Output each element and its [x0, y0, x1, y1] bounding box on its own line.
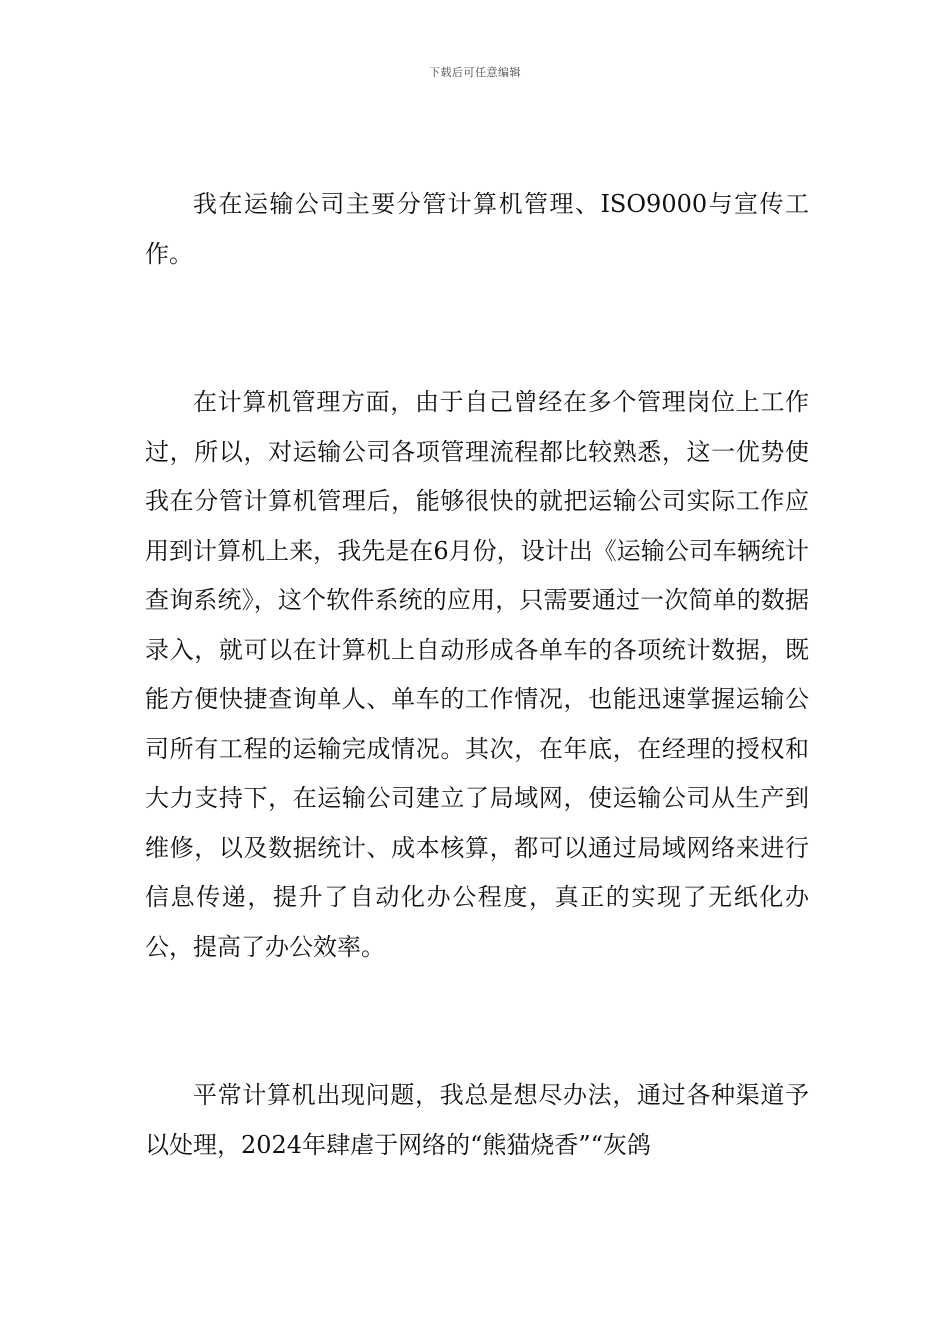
paragraph-2: 在计算机管理方面，由于自己曾经在多个管理岗位上工作过，所以，对运输公司各项管理流程都比较熟悉，这一优势使我在分管计算机管理后，能够很快的就把运输公司实际工作应用到计算机上来，我先是在6月份，设计出《运输公司车辆统计查询系统》，这个软件系统的应用，只需要通过一次简单的数据录入，就可以在计算机上自动形成各单车的各项统计数据，既能方便快捷查询单人、单车的工作情况，也能迅速掌握运输公司所有工程的运输完成情况。其次，在年底，在经理的授权和大力支持下，在运输公司建立了局域网，使运输公司从生产到维修，以及数据统计、成本核算，都可以通过局域网络来进行信息传递，提升了自动化办公程度，真正的实现了无纸化办公，提高了办公效率。: [145, 388, 809, 961]
paragraph-1: 我在运输公司主要分管计算机管理、ISO9000与宣传工作。: [145, 190, 809, 268]
page-header: 下载后可任意编辑: [429, 66, 521, 79]
document-body: [145, 180, 809, 1170]
paragraph-3: 平常计算机出现问题，我总是想尽办法，通过各种渠道予以处理，2024年肆虐于网络的“熊猫烧香”“灰鸽: [145, 1081, 809, 1159]
